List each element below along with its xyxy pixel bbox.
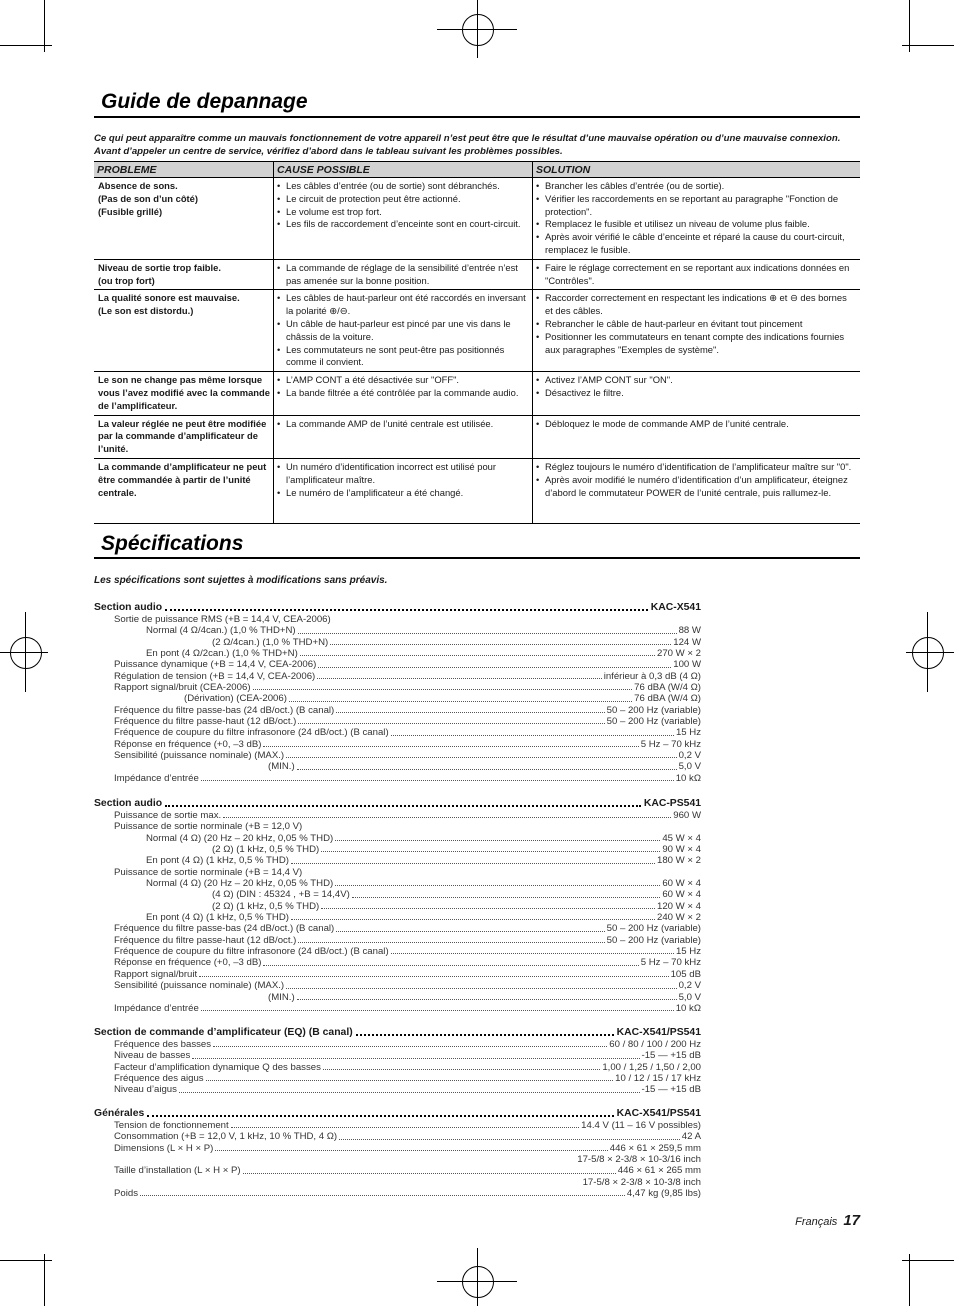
dot-leader: [286, 980, 677, 988]
dot-leader: [291, 855, 655, 863]
spec-value: 17-5/8 × 2-3/8 × 10-3/8 inch: [582, 1176, 701, 1188]
spec-row: [94, 1165, 701, 1176]
spec-value: -15 — +15 dB: [641, 1050, 701, 1062]
dot-leader: [286, 750, 677, 758]
spec-section-header: [94, 1026, 701, 1039]
spec-label: Puissance de sortie norminale (+B = 12,0 V): [114, 821, 303, 833]
spec-section-model: KAC-PS541: [643, 798, 701, 809]
solution-cell: [533, 178, 861, 260]
spec-row: [94, 957, 701, 968]
spec-row: [94, 637, 701, 648]
dot-leader: [201, 773, 674, 781]
header-problem: PROBLEME: [94, 162, 274, 178]
cause-item: • La bande filtrée a été contrôlée par la commande audio.: [277, 387, 529, 400]
spec-row: [94, 867, 701, 878]
spec-row: [94, 1120, 701, 1131]
spec-value: 120 W × 4: [657, 900, 701, 912]
table-row: [94, 290, 860, 372]
solution-item: • Rebrancher le câble de haut-parleur en évitant tout pincement: [536, 318, 857, 331]
spec-section: [94, 1026, 701, 1096]
dot-leader: [289, 693, 632, 701]
registration-mark-icon: [912, 637, 944, 669]
spec-label: Fréquence du filtre passe-bas (24 dB/oct.) (B canal): [114, 704, 335, 716]
problem-text: (Pas de son d’un côté): [98, 192, 199, 204]
registration-mark-icon: [927, 612, 928, 692]
troubleshooting-table: [94, 161, 860, 524]
spec-label: Taille d’installation (L × H × P): [114, 1165, 241, 1177]
cause-item: • Un numéro d’identification incorrect est utilisé pour l’amplificateur maître.: [277, 461, 529, 487]
spec-label: Puissance dynamique (+B = 14,4 V, CEA-2006): [114, 659, 317, 671]
spec-row: [94, 821, 701, 832]
dot-leader: [323, 1062, 600, 1070]
spacer: [302, 867, 701, 878]
dot-leader: [339, 1131, 680, 1139]
spec-row: [94, 750, 701, 761]
solution-cell: [533, 458, 861, 523]
solution-item: • Après avoir vérifié le câble d’enceinte et réparé la cause du court-circuit, remplacez le fusible.: [536, 231, 857, 257]
problem-cell: [94, 372, 274, 415]
spec-section-header: [94, 797, 701, 810]
spec-row: [94, 1039, 701, 1050]
spec-value: 50 – 200 Hz (variable): [606, 934, 701, 946]
registration-mark-icon: [0, 652, 48, 653]
registration-mark-icon: [10, 637, 42, 669]
spec-section-label: Section audio: [94, 602, 163, 613]
dot-leader: [391, 727, 674, 735]
dot-leader: [179, 1084, 640, 1092]
cause-cell: [274, 290, 533, 372]
cause-cell: [274, 372, 533, 415]
spec-value: 15 Hz: [675, 946, 701, 958]
cause-item: • Les câbles de haut-parleur ont été raccordés en inversant la polarité ⊕/⊖.: [277, 292, 529, 318]
solution-item: • Débloquez le mode de commande AMP de l’unité centrale.: [536, 418, 857, 431]
spec-label: (2 Ω) (1 kHz, 0,5 % THD): [212, 900, 320, 912]
spec-section: [94, 601, 701, 784]
dot-leader: [215, 1143, 607, 1151]
spec-value: 76 dBA (W/4 Ω): [634, 693, 701, 705]
cause-item: • Un câble de haut-parleur est pincé par une vis dans le châssis de la voiture.: [277, 318, 529, 344]
table-row: [94, 458, 860, 523]
spec-label: En pont (4 Ω) (1 kHz, 0,5 % THD): [146, 912, 289, 924]
spec-row: [94, 671, 701, 682]
crop-mark: [44, 1254, 45, 1306]
spec-value: inférieur à 0,3 dB (4 Ω): [603, 670, 701, 682]
dot-leader: [192, 1050, 639, 1058]
spec-value: 446 × 61 × 259,5 mm: [609, 1142, 701, 1154]
spec-value: 105 dB: [670, 968, 701, 980]
dot-leader: [336, 923, 604, 931]
dot-leader: [206, 1073, 614, 1081]
spec-row: [94, 625, 701, 636]
spec-label: Fréquence de coupure du filtre infrasonore (24 dB/oct.) (B canal): [114, 946, 389, 958]
spec-label: Fréquence du filtre passe-haut (12 dB/oct.): [114, 934, 297, 946]
spec-value: 10 kΩ: [675, 1002, 701, 1014]
problem-cell: [94, 415, 274, 458]
spec-section-header: [94, 601, 701, 614]
registration-mark-icon: [906, 652, 954, 653]
dot-leader: [147, 1107, 613, 1117]
spec-value: 50 – 200 Hz (variable): [606, 716, 701, 728]
spec-value: 45 W × 4: [662, 832, 701, 844]
problem-text: Niveau de sortie trop faible.: [98, 261, 221, 273]
spec-row: [94, 889, 701, 900]
registration-mark-icon: [477, 1248, 478, 1306]
spec-label: (2 Ω/4can.) (1,0 % THD+N): [212, 636, 329, 648]
cause-cell: [274, 178, 533, 260]
spec-section: [94, 797, 701, 1014]
specifications-title: Spécifications: [101, 532, 244, 555]
problem-text: (Le son est distordu.): [98, 305, 194, 317]
spec-row: [94, 1188, 701, 1199]
dot-leader: [201, 1003, 674, 1011]
solution-item: • Brancher les câbles d’entrée (ou de sortie).: [536, 180, 857, 193]
spec-label: Impédance d’entrée: [114, 772, 199, 784]
spec-row: [94, 1050, 701, 1061]
spec-value: 5,0 V: [678, 991, 701, 1003]
spec-section-label: Section audio: [94, 798, 163, 809]
table-row: [94, 372, 860, 415]
spec-row: [94, 614, 701, 625]
spacer: [331, 614, 701, 625]
solution-cell: [533, 372, 861, 415]
dot-leader: [263, 739, 638, 747]
spec-value: 50 – 200 Hz (variable): [606, 923, 701, 935]
spec-row: [94, 1154, 701, 1165]
spacer: [94, 1177, 583, 1188]
solution-cell: [533, 259, 861, 290]
spec-section-model: KAC-X541/PS541: [616, 1027, 701, 1038]
spec-row: [94, 1143, 701, 1154]
spec-value: 42 A: [681, 1131, 701, 1143]
problem-cell: [94, 259, 274, 290]
spec-value: 446 × 61 × 265 mm: [617, 1165, 701, 1177]
dot-leader: [321, 844, 660, 852]
cause-item: • Le circuit de protection peut être actionné.: [277, 193, 529, 206]
dot-leader: [352, 889, 661, 897]
specifications-note: Les spécifications sont sujettes à modifications sans préavis.: [94, 575, 388, 586]
spec-label: Sensibilité (puissance nominale) (MAX.): [114, 750, 285, 762]
spec-section-model: KAC-X541: [650, 602, 701, 613]
spec-value: 15 Hz: [675, 727, 701, 739]
spec-label: Fréquence du filtre passe-haut (12 dB/oct.): [114, 716, 297, 728]
spec-row: [94, 810, 701, 821]
spec-label: Puissance de sortie max.: [114, 810, 222, 821]
spec-row: [94, 844, 701, 855]
solution-item: • Positionner les commutateurs en tenant compte des indications fournies aux paragraphes "Exemples de système".: [536, 331, 857, 357]
spec-label: Fréquence de coupure du filtre infrasonore (24 dB/oct.) (B canal): [114, 727, 389, 739]
spec-row: [94, 855, 701, 866]
solution-item: • Vérifier les raccordements en se reportant au paragraphe "Fonction de protection".: [536, 193, 857, 219]
spec-label: Rapport signal/bruit (CEA-2006): [114, 682, 251, 694]
spec-value: 0,2 V: [678, 750, 701, 762]
spec-row: [94, 659, 701, 670]
spec-row: [94, 878, 701, 889]
solution-item: • Remplacez le fusible et utilisez un niveau de volume plus faible.: [536, 218, 857, 231]
spec-label: Fréquence des basses: [114, 1039, 212, 1050]
dot-leader: [318, 659, 671, 667]
problem-cell: [94, 178, 274, 260]
spec-value: 14.4 V (11 – 16 V possibles): [581, 1120, 701, 1131]
page-number: 17: [843, 1212, 860, 1229]
footer-language: Français: [795, 1216, 838, 1228]
dot-leader: [298, 625, 677, 633]
dot-leader: [391, 946, 674, 954]
spec-section-label: Générales: [94, 1108, 145, 1119]
spec-label: Fréquence des aigus: [114, 1073, 204, 1085]
spec-label: Réponse en fréquence (+0, –3 dB): [114, 738, 262, 750]
spec-value: 1,00 / 1,25 / 1,50 / 2,00: [602, 1061, 701, 1073]
troubleshooting-table-body: [94, 178, 860, 524]
registration-mark-icon: [25, 612, 26, 692]
spec-label: Normal (4 Ω) (20 Hz – 20 kHz, 0,05 % THD): [146, 832, 334, 844]
spec-label: Niveau de basses: [114, 1050, 191, 1062]
spec-row: [94, 992, 701, 1003]
spec-label: (2 Ω) (1 kHz, 0,5 % THD): [212, 844, 320, 856]
problem-text: La qualité sonore est mauvaise.: [98, 292, 240, 304]
crop-mark: [0, 45, 52, 46]
spec-value: 10 / 12 / 15 / 17 kHz: [615, 1073, 701, 1085]
spec-row: [94, 1177, 701, 1188]
spec-row: [94, 912, 701, 923]
cause-cell: [274, 259, 533, 290]
table-row: [94, 259, 860, 290]
spec-value: 17-5/8 × 2-3/8 × 10-3/16 inch: [577, 1154, 701, 1166]
spec-value: 4,47 kg (9,85 lbs): [626, 1188, 701, 1200]
spec-value: 60 W × 4: [662, 878, 701, 890]
dot-leader: [291, 912, 655, 920]
table-row: [94, 415, 860, 458]
problem-text: (Fusible grillé): [98, 205, 163, 217]
spec-value: 90 W × 4: [662, 844, 701, 856]
spec-label: (Dérivation) (CEA-2006): [184, 693, 287, 705]
registration-mark-icon: [462, 1266, 494, 1298]
title-rule: [94, 116, 860, 118]
spec-value: 124 W: [673, 636, 701, 648]
spec-label: (4 Ω) (DIN : 45324 , +B = 14,4V): [212, 889, 350, 901]
dot-leader: [199, 969, 668, 977]
dot-leader: [165, 601, 648, 611]
spec-row: [94, 901, 701, 912]
solution-item: • Faire le réglage correctement en se reportant aux indications données en "Contrôles".: [536, 262, 857, 288]
spec-section: [94, 1107, 701, 1199]
dot-leader: [263, 957, 638, 965]
table-row: [94, 178, 860, 260]
spec-label: Dimensions (L × H × P): [114, 1142, 214, 1154]
dot-leader: [253, 682, 633, 690]
spec-label: En pont (4 Ω/2can.) (1,0 % THD+N): [146, 648, 298, 660]
spec-value: 5 Hz – 70 kHz: [640, 957, 701, 969]
problem-text: Le son ne change pas même lorsque vous l’avez modifié avec la commande de l’amplificateur.: [98, 374, 270, 411]
registration-mark-icon: [462, 14, 494, 46]
crop-mark: [902, 1260, 954, 1261]
problem-cell: [94, 458, 274, 523]
dot-leader: [336, 705, 604, 713]
spec-row: [94, 682, 701, 693]
spec-value: 960 W: [673, 810, 701, 821]
dot-leader: [330, 637, 671, 645]
spec-label: Poids: [114, 1188, 138, 1200]
crop-mark: [0, 1260, 52, 1261]
solution-item: • Raccorder correctement en respectant les indications ⊕ et ⊖ des bornes et des câbles.: [536, 292, 857, 318]
cause-item: • Les fils de raccordement d’enceinte sont en court-circuit.: [277, 218, 529, 231]
spec-value: 270 W × 2: [657, 648, 701, 660]
spec-value: 5 Hz – 70 kHz: [640, 738, 701, 750]
cause-cell: [274, 458, 533, 523]
dot-leader: [317, 671, 601, 679]
solution-item: • Après avoir modifié le numéro d’identification d’un amplificateur, éteignez d’abord le commutateur POWER de l’unité centrale, puis rallumez-le.: [536, 474, 857, 500]
spec-row: [94, 761, 701, 772]
cause-item: • La commande AMP de l’unité centrale est utilisée.: [277, 418, 529, 431]
spec-label: Tension de fonctionnement: [114, 1120, 229, 1131]
spec-row: [94, 1003, 701, 1014]
solution-cell: [533, 290, 861, 372]
dot-leader: [356, 1026, 614, 1036]
spec-row: [94, 648, 701, 659]
spec-row: [94, 716, 701, 727]
spec-label: (MIN.): [268, 761, 295, 773]
spec-value: 240 W × 2: [657, 912, 701, 924]
spec-row: [94, 946, 701, 957]
spec-label: Sortie de puissance RMS (+B = 14,4 V, CEA-2006): [114, 614, 331, 625]
cause-item: • Le volume est trop fort.: [277, 206, 529, 219]
spec-value: 60 / 80 / 100 / 200 Hz: [609, 1039, 701, 1050]
dot-leader: [213, 1039, 607, 1047]
header-cause: CAUSE POSSIBLE: [274, 162, 533, 178]
spec-value: 60 W × 4: [662, 889, 701, 901]
spec-value: 50 – 200 Hz (variable): [606, 704, 701, 716]
header-solution: SOLUTION: [533, 162, 861, 178]
dot-leader: [165, 797, 641, 807]
spec-row: [94, 923, 701, 934]
dot-leader: [231, 1120, 580, 1128]
spec-label: Puissance de sortie norminale (+B = 14,4 V): [114, 866, 303, 878]
spec-row: [94, 1131, 701, 1142]
spec-row: [94, 1084, 701, 1095]
spec-row: [94, 705, 701, 716]
dot-leader: [335, 833, 660, 841]
spec-row: [94, 739, 701, 750]
spec-value: 76 dBA (W/4 Ω): [634, 682, 701, 694]
cause-item: • Le numéro de l’amplificateur a été changé.: [277, 487, 529, 500]
spec-label: En pont (4 Ω) (1 kHz, 0,5 % THD): [146, 855, 289, 867]
troubleshooting-title: Guide de depannage: [101, 90, 308, 113]
dot-leader: [297, 761, 677, 769]
problem-cell: [94, 290, 274, 372]
dot-leader: [223, 810, 671, 818]
spec-value: -15 — +15 dB: [641, 1084, 701, 1096]
dot-leader: [297, 992, 677, 1000]
spacer: [94, 1154, 577, 1165]
spec-label: Niveau d’aigus: [114, 1084, 177, 1096]
spec-label: (MIN.): [268, 991, 295, 1003]
dot-leader: [298, 716, 604, 724]
cause-item: • L’AMP CONT a été désactivée sur "OFF".: [277, 374, 529, 387]
cause-item: • La commande de réglage de la sensibilité d’entrée n’est pas amenée sur la bonne position.: [277, 262, 529, 288]
spec-row: [94, 1062, 701, 1073]
spec-row: [94, 969, 701, 980]
dot-leader: [321, 901, 655, 909]
cause-cell: [274, 415, 533, 458]
spec-label: Normal (4 Ω/4can.) (1,0 % THD+N): [146, 625, 296, 637]
spec-label: Impédance d’entrée: [114, 1002, 199, 1014]
spec-value: 88 W: [678, 625, 701, 637]
spec-label: Rapport signal/bruit: [114, 968, 198, 980]
spec-value: 5,0 V: [678, 761, 701, 773]
spec-row: [94, 727, 701, 738]
spec-row: [94, 693, 701, 704]
spec-row: [94, 833, 701, 844]
spec-label: Normal (4 Ω) (20 Hz – 20 kHz, 0,05 % THD): [146, 878, 334, 890]
spec-row: [94, 935, 701, 946]
spec-row: [94, 980, 701, 991]
spec-row: [94, 773, 701, 784]
problem-text: La valeur réglée ne peut être modifiée par la commande d’amplificateur de l’unité.: [98, 417, 267, 455]
problem-text: (ou trop fort): [98, 274, 155, 286]
spec-label: Régulation de tension (+B = 14,4 V, CEA-2006): [114, 670, 316, 682]
spec-label: Fréquence du filtre passe-bas (24 dB/oct.) (B canal): [114, 923, 335, 935]
dot-leader: [300, 648, 655, 656]
solution-item: • Désactivez le filtre.: [536, 387, 857, 400]
title-rule: [94, 557, 860, 559]
spacer: [302, 821, 701, 832]
troubleshooting-intro: Ce qui peut apparaître comme un mauvais fonctionnement de votre appareil n’est peut être que le résultat d’une mauvaise opération ou d’une mauvaise connexion. Avant d’appeler un centre de service, vérifiez d’abord dans le tableau suivant les problèmes possibles.: [94, 133, 841, 157]
spec-row: [94, 1073, 701, 1084]
solution-item: • Réglez toujours le numéro d’identification de l’amplificateur maître sur "0".: [536, 461, 857, 474]
crop-mark: [909, 1254, 910, 1306]
spec-label: Consommation (+B = 12,0 V, 1 kHz, 10 % THD, 4 Ω): [114, 1131, 338, 1143]
spec-section-header: [94, 1107, 701, 1120]
spec-value: 100 W: [673, 659, 701, 671]
spec-label: Facteur d’amplification dynamique Q des basses: [114, 1061, 321, 1073]
dot-leader: [140, 1188, 625, 1196]
page-footer: [795, 1212, 860, 1229]
dot-leader: [298, 935, 604, 943]
spec-value: 10 kΩ: [675, 772, 701, 784]
solution-item: • Activez l’AMP CONT sur "ON".: [536, 374, 857, 387]
dot-leader: [335, 878, 660, 886]
spec-label: Réponse en fréquence (+0, –3 dB): [114, 957, 262, 969]
problem-text: Absence de sons.: [98, 180, 178, 191]
crop-mark: [902, 45, 954, 46]
spec-value: 0,2 V: [678, 980, 701, 992]
registration-mark-icon: [477, 0, 478, 58]
cause-item: • Les câbles d’entrée (ou de sortie) sont débranchés.: [277, 180, 529, 193]
problem-text: La commande d’amplificateur ne peut être commandée à partir de l’unité centrale.: [98, 460, 267, 498]
spec-section-label: Section de commande d’amplificateur (EQ) (B canal): [94, 1027, 353, 1038]
solution-cell: [533, 415, 861, 458]
spec-section-model: KAC-X541/PS541: [616, 1108, 701, 1119]
spec-value: 180 W × 2: [657, 855, 701, 867]
dot-leader: [243, 1165, 616, 1173]
spec-label: Sensibilité (puissance nominale) (MAX.): [114, 980, 285, 992]
cause-item: • Les commutateurs ne sont peut-être pas positionnés comme il convient.: [277, 344, 529, 370]
